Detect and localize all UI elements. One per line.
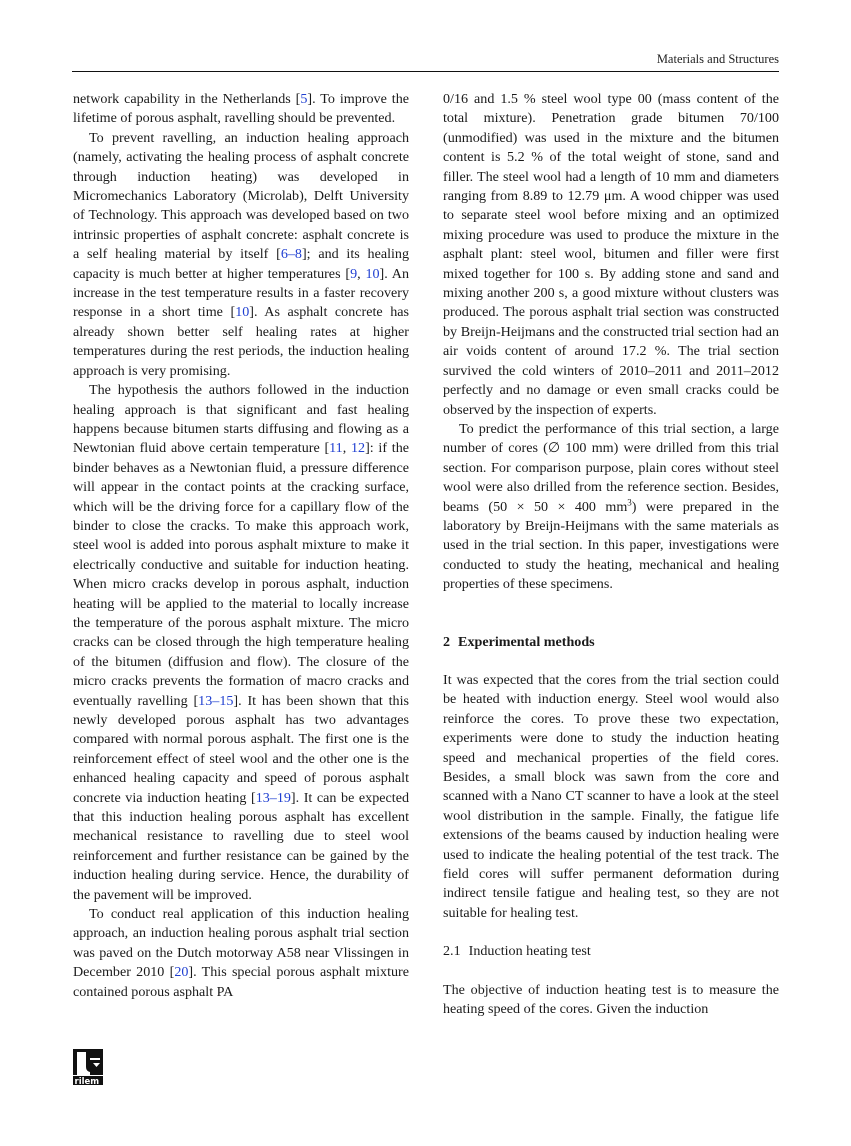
svg-text:rilem: rilem [74, 1077, 100, 1085]
citation-link[interactable]: 10 [235, 304, 250, 321]
body-paragraph: To conduct real application of this induction healing approach, an induction healing porous asphalt trial section was paved on the Dutch motorway A58 near Vlissingen in December 2010 [20]. This special porous asphalt mixture contained porous asphalt PA [73, 906, 409, 1000]
body-paragraph: To prevent ravelling, an induction healing approach (namely, activating the healing process of asphalt concrete through induction heating) was developed in Micromechanics Laboratory (Microlab), Delft University of Technology. This approach was developed based on two intrinsic properties of asphalt concrete: asphalt concrete is a self healing material by itself [6–8]; and its healing capacity is much better at higher temperatures [9, 10]. An increase in the test temperature results in a faster recovery response in a short time [10]. As asphalt concrete has already shown better self healing rates at higher temperatures during the rest periods, the induction healing approach is very promising. [73, 129, 410, 379]
subsection-number: 2.1 [443, 943, 461, 960]
subsection-paragraph [443, 981, 779, 1020]
subsection-heading [443, 942, 779, 961]
section-paragraph [443, 671, 779, 923]
citation-link[interactable]: 11 [329, 440, 343, 457]
subsection-title: Induction heating test [468, 943, 591, 960]
citation-link[interactable]: 5 [300, 91, 308, 107]
running-title: Materials and Structures [656, 52, 779, 66]
left-paragraphs [73, 90, 409, 1002]
left-column [73, 90, 409, 1002]
body-paragraph: network capability in the Netherlands [5]. To improve the lifetime of porous asphalt, ravelling should be prevented. [73, 91, 410, 127]
citation-link[interactable]: 6–8 [280, 246, 302, 263]
citation-link[interactable]: 13–15 [198, 692, 234, 709]
right-column [443, 90, 779, 1019]
body-paragraph: To predict the performance of this trial section, a large number of cores (∅ 100 mm) were drilled from this trial section. For comparison purpose, plain cores without steel wool were also drilled from the reference section. Besides, beams (50 × 50 × 400 $mm^3$) were prepared in the laboratory by Breijn-Heijmans with the same materials as used in the trial section. In this paper, investigations were conducted to study the heating, mechanical and healing properties of these specimens. [443, 420, 779, 593]
body-paragraph: 0/16 and 1.5 % steel wool type 00 (mass content of the total mixture). Penetration grade bitumen 70/100 (unmodified) was used in the mixture and the bitumen content is 5.2 % of the total weight of stone, sand and filler. The steel wool had a length of 10 mm and diameters ranging from 8.89 to 12.79 μm. A wood chipper was used to separate steel wool before mixing and an optimized mixing procedure was used to produce the mixture in the asphalt plant: steel wool, bitumen and filler were first mixed together for 100 s. By adding stone and sand and mixing another 200 s, a good mixture without clusters was produced. The porous asphalt trial section was constructed by Breijn-Heijmans and the constructed trial section had an air voids content of around 17.2 %. The trial section survived the cold winters of 2010–2011 and 2011–2012 perfectly and no damage or even small cracks could be observed by the inspection of experts. [443, 91, 779, 418]
citation-link[interactable]: 13–19 [255, 789, 291, 806]
header-rule [72, 71, 779, 72]
superscript: 3 [627, 496, 632, 507]
section-heading [443, 633, 779, 652]
right-paragraphs-top [443, 90, 779, 595]
section-number: 2 [443, 633, 451, 650]
body-paragraph: The objective of induction heating test is to measure the heating speed of the cores. Given the induction [443, 981, 779, 1018]
section-title: Experimental methods [458, 633, 595, 650]
citation-link[interactable]: 12 [350, 440, 366, 457]
publisher-rilem-logo-icon [73, 1049, 103, 1085]
citation-link[interactable]: 20 [174, 964, 189, 981]
body-paragraph: It was expected that the cores from the trial section could be heated with induction energy. Steel wool would also reinforce the cores. To prove these two expectation, experiments were done to study the induction heating speed and mechanical properties of the field cores. Besides, a small block was sawn from the core and scanned with a Nano CT scanner to have a look at the steel wool distribution in the sample. Finally, the fatigue life extensions of the beams caused by induction healing were used to indicate the healing potential of the test track. The field cores will suffer permanent deformation during indirect tensile fatigue and healing test, so they are not suitable for healing test. [443, 671, 779, 921]
body-paragraph: The hypothesis the authors followed in the induction healing approach is that significant and fast healing happens because bitumen starts diffusing and flowing as a Newtonian fluid above certain temperature [11, 12]: if the binder behaves as a Newtonian fluid, a pressure difference will appear in the contact points at the cracking surface, which will be the driving force for a capillary flow of the binder to close the cracks. To make this approach work, steel wool is added into porous asphalt mixture to make it electrically conductive and suitable for induction heating. When micro cracks develop in porous asphalt, induction heating will be applied to the material to locally increase the temperature of the porous asphalt mixture. The micro cracks can be closed through the high temperature healing of the bitumen (diffusion and flow). The closure of the micro cracks prevents the formation of macro cracks and eventually ravelling [13–15]. It has been shown that this newly developed porous asphalt has two advantages compared with normal porous asphalt. The first one is the reinforcement effect of steel wool and the other one is the enhanced healing capacity and speed of porous asphalt concrete via induction heating [13–19]. It can be expected that this induction healing porous asphalt has excellent mechanical resistance to ravelling due to steel wool reinforcement and further resistance can be gained by the induction healing during service. Hence, the durability of the pavement will be improved. [73, 382, 410, 903]
citation-link[interactable]: 9 [350, 265, 358, 282]
citation-link[interactable]: 10 [365, 265, 380, 282]
